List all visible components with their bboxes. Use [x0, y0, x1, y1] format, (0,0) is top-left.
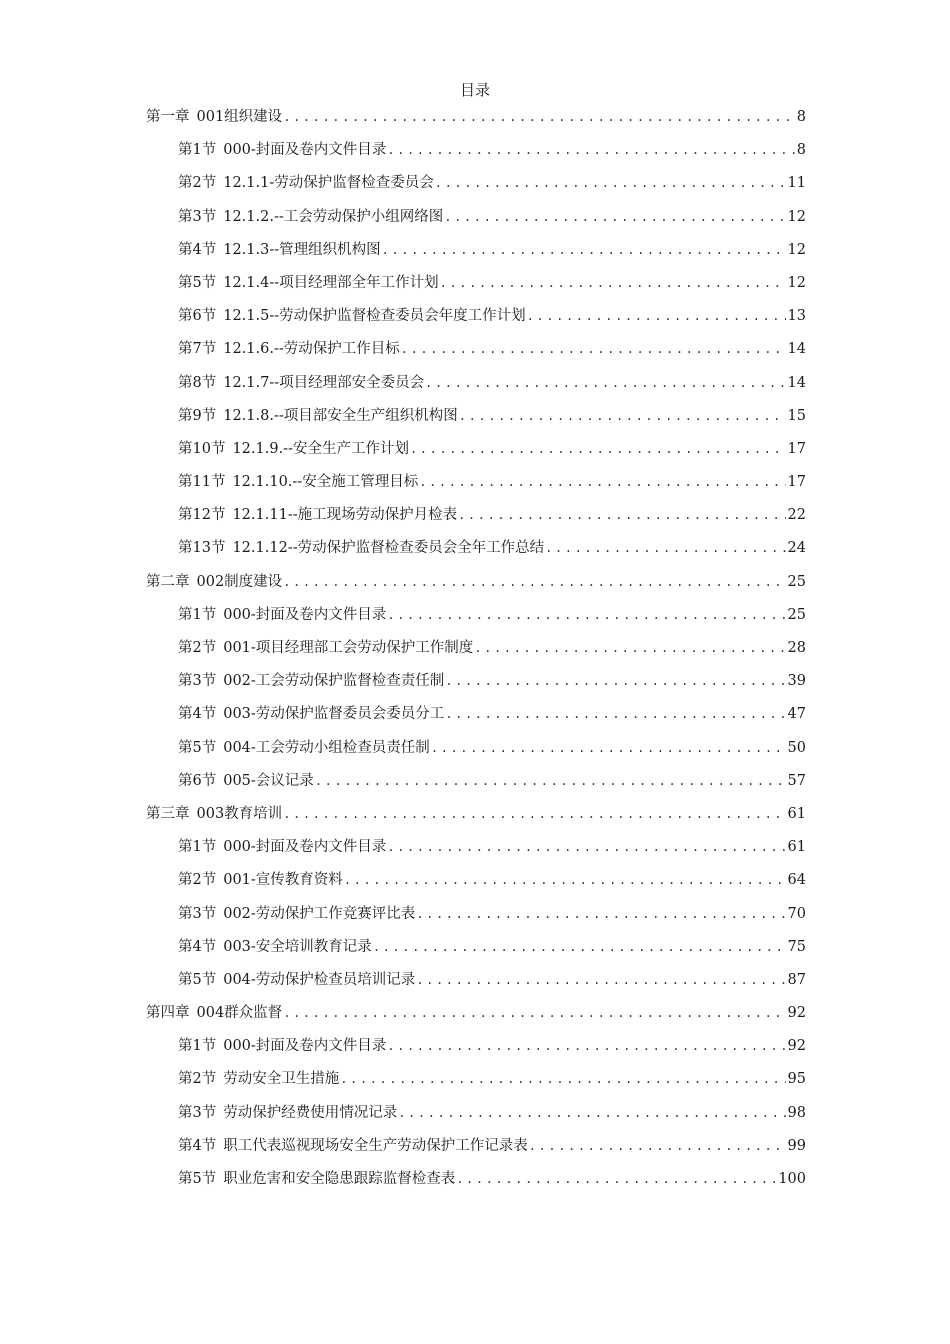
toc-entry-number: 第5节	[178, 274, 217, 291]
toc-section-entry[interactable]	[0, 237, 950, 270]
toc-page-number: 61	[787, 839, 806, 856]
dot-leader	[282, 107, 795, 127]
dot-leader	[458, 406, 786, 426]
dot-leader	[439, 273, 786, 293]
toc-page-number: 15	[787, 407, 806, 424]
toc-section-entry[interactable]	[0, 834, 950, 867]
toc-entry-label	[178, 1136, 528, 1156]
dot-leader	[282, 572, 785, 592]
toc-entry-text: 劳动保护经费使用情况记录	[223, 1104, 398, 1121]
toc-section-entry[interactable]	[0, 403, 950, 436]
toc-entry-number: 第5节	[178, 739, 217, 756]
toc-chapter-entry[interactable]	[0, 1000, 950, 1033]
toc-page-number: 64	[787, 872, 806, 889]
toc-entry-label	[178, 704, 444, 724]
toc-entry-label	[178, 439, 409, 459]
toc-entry-text: 劳动安全卫生措施	[223, 1071, 340, 1088]
toc-entry-label	[178, 1036, 386, 1056]
dot-leader	[473, 638, 785, 658]
dot-leader	[544, 538, 785, 558]
toc-section-entry[interactable]	[0, 1100, 950, 1133]
toc-section-entry[interactable]	[0, 370, 950, 403]
toc-entry-label	[178, 1069, 339, 1089]
toc-entry-number: 第6节	[178, 772, 217, 789]
toc-entry-text: 12.1.10.--安全施工管理目标	[232, 474, 419, 491]
toc-page-number: 12	[787, 241, 806, 258]
toc-entry-label	[178, 406, 458, 426]
dot-leader	[409, 439, 786, 459]
toc-page-number: 12	[787, 274, 806, 291]
toc-page-number: 11	[787, 175, 806, 192]
toc-entry-text: 005-会议记录	[223, 772, 314, 789]
dot-leader	[526, 306, 786, 326]
dot-leader	[282, 1003, 785, 1023]
toc-page-number: 8	[796, 109, 806, 125]
toc-page-number: 98	[787, 1104, 806, 1121]
toc-entry-number: 第4节	[178, 1137, 217, 1154]
toc-page-number: 47	[787, 706, 806, 723]
toc-section-entry[interactable]	[0, 1066, 950, 1099]
toc-entry-text: 12.1.5--劳动保护监督检查委员会年度工作计划	[223, 308, 526, 325]
toc-entry-text: 000-封面及卷内文件目录	[223, 606, 387, 623]
toc-entry-number: 第1节	[178, 142, 217, 159]
toc-entry-text: 000-封面及卷内文件目录	[223, 142, 387, 159]
toc-entry-text: 003-劳动保护监督委员会委员分工	[223, 706, 445, 723]
toc-entry-label	[178, 140, 386, 160]
dot-leader	[444, 704, 785, 724]
toc-page-number: 8	[796, 142, 806, 159]
toc-section-entry[interactable]	[0, 602, 950, 635]
toc-section-entry[interactable]	[0, 469, 950, 502]
toc-section-entry[interactable]	[0, 635, 950, 668]
toc-page-number: 14	[787, 341, 806, 358]
dot-leader	[418, 472, 785, 492]
toc-entry-number: 第2节	[178, 175, 217, 192]
toc-entry-number: 第7节	[178, 341, 217, 358]
toc-section-entry[interactable]	[0, 170, 950, 203]
toc-entry-number: 第4节	[178, 706, 217, 723]
toc-entry-text: 004-劳动保护检查员培训记录	[223, 971, 416, 988]
toc-entry-label	[146, 804, 282, 824]
toc-chapter-entry[interactable]	[0, 801, 950, 834]
toc-entry-label	[178, 738, 430, 758]
toc-entry-label	[146, 1003, 282, 1023]
toc-section-entry[interactable]	[0, 535, 950, 568]
toc-entry-number: 第5节	[178, 971, 217, 988]
dot-leader	[282, 804, 785, 824]
toc-entry-label	[178, 937, 372, 957]
toc-entry-number: 第4节	[178, 241, 217, 258]
toc-section-entry[interactable]	[0, 1033, 950, 1066]
toc-entry-text: 002制度建设	[196, 573, 283, 590]
dot-leader	[443, 207, 785, 227]
toc-page-number: 28	[787, 640, 806, 656]
toc-entry-number: 第2节	[178, 872, 217, 889]
toc-page-number: 95	[787, 1071, 806, 1088]
toc-section-entry[interactable]	[0, 768, 950, 801]
dot-leader	[415, 970, 785, 990]
toc-entry-text: 职业危害和安全隐患跟踪监督检查表	[223, 1171, 456, 1187]
toc-entry-label	[178, 373, 424, 393]
toc-entry-number: 第三章	[146, 805, 190, 822]
toc-entry-label	[178, 1169, 455, 1189]
toc-section-entry[interactable]	[0, 1166, 950, 1199]
toc-section-entry[interactable]	[0, 668, 950, 701]
toc-chapter-entry[interactable]	[0, 569, 950, 602]
toc-chapter-entry[interactable]	[0, 104, 950, 137]
toc-entry-text: 12.1.1-劳动保护监督检查委员会	[223, 175, 434, 192]
toc-page-number: 24	[787, 540, 806, 557]
toc-entry-number: 第1节	[178, 839, 217, 856]
toc-entry-text: 001-项目经理部工会劳动保护工作制度	[223, 640, 474, 656]
toc-entry-number: 第5节	[178, 1171, 217, 1187]
toc-section-entry[interactable]	[0, 1133, 950, 1166]
toc-page-number: 25	[787, 606, 806, 623]
toc-section-entry[interactable]	[0, 502, 950, 535]
toc-entry-text: 12.1.9.--安全生产工作计划	[232, 440, 409, 457]
toc-entry-text: 12.1.7--项目经理部安全委员会	[223, 374, 425, 391]
toc-entry-label	[146, 572, 282, 592]
toc-entry-text: 004-工会劳动小组检查员责任制	[223, 739, 430, 756]
toc-entry-number: 第3节	[178, 673, 217, 690]
toc-entry-text: 12.1.4--项目经理部全年工作计划	[223, 274, 439, 291]
toc-entry-text: 12.1.6.--劳动保护工作目标	[223, 341, 400, 358]
toc-page-number: 92	[787, 1005, 806, 1022]
toc-entry-label	[178, 339, 400, 359]
toc-entry-number: 第8节	[178, 374, 217, 391]
toc-entry-text: 000-封面及卷内文件目录	[223, 839, 387, 856]
toc-entry-text: 004群众监督	[196, 1005, 283, 1022]
dot-leader	[372, 937, 786, 957]
dot-leader	[444, 671, 785, 691]
toc-section-entry[interactable]	[0, 137, 950, 170]
toc-page-number: 25	[787, 573, 806, 590]
toc-entry-text: 职工代表巡视现场安全生产劳动保护工作记录表	[223, 1137, 528, 1154]
toc-page-number: 13	[787, 308, 806, 325]
toc-entry-text: 12.1.2.--工会劳动保护小组网络图	[223, 208, 444, 225]
dot-leader	[434, 173, 786, 193]
toc-entry-text: 002-劳动保护工作竞赛评比表	[223, 905, 416, 922]
toc-page-number: 17	[787, 440, 806, 457]
toc-entry-number: 第11节	[178, 474, 226, 491]
toc-entry-label	[178, 771, 314, 791]
toc-entry-label	[178, 970, 415, 990]
toc-entry-number: 第四章	[146, 1005, 190, 1022]
toc-page-number: 70	[787, 905, 806, 922]
toc-title: 目录	[459, 81, 490, 99]
dot-leader	[314, 771, 786, 791]
toc-entry-number: 第3节	[178, 905, 217, 922]
toc-entry-text: 002-工会劳动保护监督检查责任制	[223, 673, 445, 690]
toc-entry-text: 003-安全培训教育记录	[223, 938, 372, 955]
dot-leader	[424, 373, 785, 393]
toc-page-number: 57	[787, 772, 806, 789]
dot-leader	[430, 738, 786, 758]
dot-leader	[455, 1169, 776, 1189]
toc-entry-label	[178, 837, 386, 857]
dot-leader	[381, 240, 786, 260]
toc-section-entry[interactable]	[0, 867, 950, 900]
toc-entry-text: 12.1.12--劳动保护监督检查委员会全年工作总结	[232, 540, 545, 557]
dot-leader	[386, 140, 794, 160]
toc-entry-label	[178, 904, 415, 924]
dot-leader	[528, 1136, 786, 1156]
toc-entry-number: 第1节	[178, 606, 217, 623]
toc-entry-label	[178, 505, 457, 525]
toc-section-entry[interactable]	[0, 967, 950, 1000]
toc-entry-label	[178, 538, 544, 558]
toc-page-number: 87	[787, 971, 806, 988]
toc-entry-number: 第1节	[178, 1038, 217, 1055]
toc-entry-number: 第4节	[178, 938, 217, 955]
toc-entry-text: 12.1.3--管理组织机构图	[223, 241, 381, 258]
toc-entry-text: 001-宣传教育资料	[223, 872, 343, 889]
toc-page-number: 22	[787, 507, 806, 524]
toc-section-entry[interactable]	[0, 901, 950, 934]
toc-page-number: 17	[787, 474, 806, 491]
dot-leader	[397, 1103, 785, 1123]
toc-entry-number: 第6节	[178, 308, 217, 325]
toc-entry-label	[178, 207, 443, 227]
toc-entry-number: 第13节	[178, 540, 226, 557]
toc-page-number: 75	[787, 938, 806, 955]
toc-entry-label	[178, 605, 386, 625]
toc-page-number: 92	[787, 1038, 806, 1055]
toc-entry-label	[178, 273, 439, 293]
dot-leader	[386, 837, 785, 857]
toc-entry-number: 第一章	[146, 109, 190, 125]
toc-entry-number: 第9节	[178, 407, 217, 424]
toc-entry-text: 12.1.8.--项目部安全生产组织机构图	[223, 407, 458, 424]
toc-entry-number: 第二章	[146, 573, 190, 590]
toc-entry-text: 000-封面及卷内文件目录	[223, 1038, 387, 1055]
dot-leader	[386, 1036, 785, 1056]
toc-page-number: 14	[787, 374, 806, 391]
dot-leader	[386, 605, 785, 625]
toc-entry-text: 003教育培训	[196, 805, 283, 822]
toc-entry-number: 第3节	[178, 1104, 217, 1121]
toc-section-entry[interactable]	[0, 735, 950, 768]
toc-entry-label	[178, 173, 434, 193]
toc-entry-text: 12.1.11--施工现场劳动保护月检表	[232, 507, 458, 524]
toc-page-number: 12	[787, 208, 806, 225]
dot-leader	[457, 505, 785, 525]
dot-leader	[339, 1069, 785, 1089]
toc-entry-label	[178, 1103, 397, 1123]
toc-entry-number: 第12节	[178, 507, 226, 524]
toc-section-entry[interactable]	[0, 270, 950, 303]
toc-page-number: 99	[787, 1137, 806, 1154]
toc-entry-label	[178, 671, 444, 691]
toc-page-number: 61	[787, 805, 806, 822]
dot-leader	[343, 870, 786, 890]
toc-entry-text: 001组织建设	[196, 109, 283, 125]
toc-entry-label	[178, 638, 473, 658]
toc-entry-label	[178, 240, 381, 260]
toc-entry-number: 第2节	[178, 640, 217, 656]
toc-section-entry[interactable]	[0, 303, 950, 336]
toc-entry-number: 第2节	[178, 1071, 217, 1088]
toc-entry-number: 第10节	[178, 440, 226, 457]
toc-page-number: 39	[787, 673, 806, 690]
dot-leader	[415, 904, 785, 924]
toc-list	[0, 104, 950, 1199]
toc-section-entry[interactable]	[0, 336, 950, 369]
toc-section-entry[interactable]	[0, 204, 950, 237]
toc-page-number: 50	[787, 739, 806, 756]
toc-section-entry[interactable]	[0, 934, 950, 967]
toc-entry-label	[146, 107, 282, 127]
toc-page-number: 100	[778, 1171, 806, 1187]
toc-entry-label	[178, 306, 526, 326]
dot-leader	[400, 339, 786, 359]
toc-entry-label	[178, 472, 418, 492]
toc-section-entry[interactable]	[0, 701, 950, 734]
toc-entry-number: 第3节	[178, 208, 217, 225]
toc-entry-label	[178, 870, 343, 890]
toc-section-entry[interactable]	[0, 436, 950, 469]
